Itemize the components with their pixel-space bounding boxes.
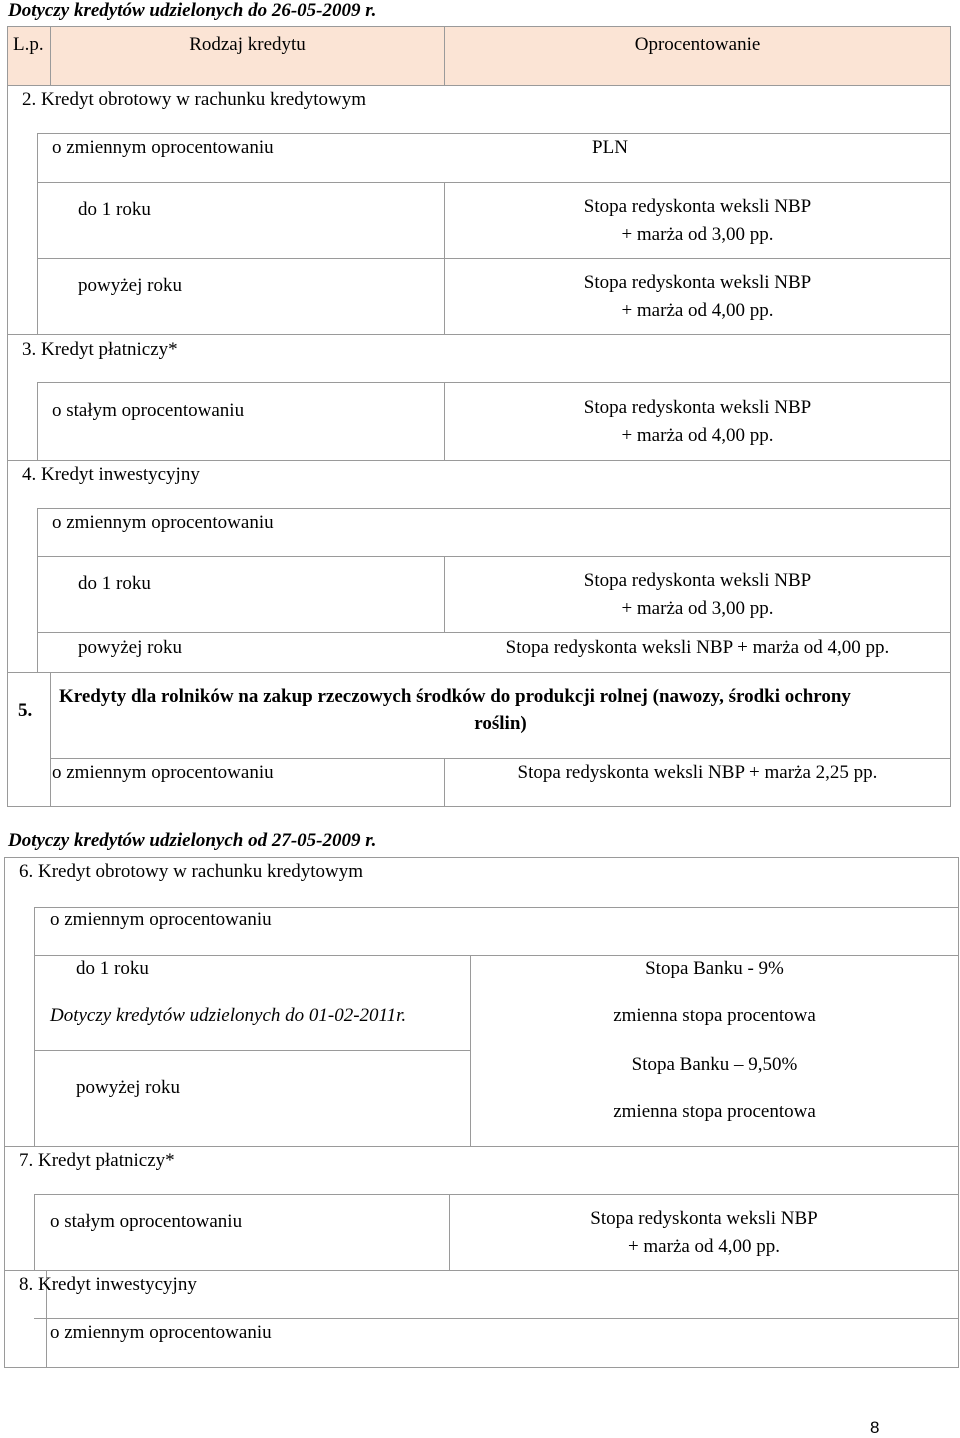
s2-row1-label: do 1 roku (78, 199, 151, 220)
s3-sub: o stałym oprocentowaniu (52, 400, 245, 421)
s7-rate: Stopa redyskonta weksli NBP + marża od 4,00 pp. (590, 1207, 818, 1257)
header-oprocentowanie: Oprocentowanie (634, 34, 761, 55)
s4-row1-label: do 1 roku (78, 573, 151, 594)
s6-row1-note: Dotyczy kredytów udzielonych do 01-02-2011r. (50, 1005, 407, 1026)
s6-row2-label: powyżej roku (76, 1077, 180, 1098)
s2-row2-rate: Stopa redyskonta weksli NBP + marża od 4,00 pp. (583, 271, 812, 321)
header-rodzaj-kredytu: Rodzaj kredytu (189, 34, 306, 55)
s6-title: 6. Kredyt obrotowy w rachunku kredytowym (19, 861, 364, 882)
s8-title: 8. Kredyt inwestycyjny (19, 1274, 197, 1295)
s5-title-line1: Kredyty dla rolników na zakup rzeczowych środków do produkcji rolnej (nawozy, środki ochrony (59, 686, 851, 707)
s3-title: 3. Kredyt płatniczy* (22, 339, 178, 360)
s3-rate: Stopa redyskonta weksli NBP + marża od 4,00 pp. (583, 396, 812, 446)
s2-row2-label: powyżej roku (78, 275, 182, 296)
section2-heading: Dotyczy kredytów udzielonych od 27-05-2009 r. (8, 830, 377, 851)
page-number: 8 (870, 1418, 880, 1437)
s4-row2-rate: Stopa redyskonta weksli NBP + marża od 4,00 pp. (505, 637, 890, 658)
s7-title: 7. Kredyt płatniczy* (19, 1150, 175, 1171)
header-lp: L.p. (13, 34, 44, 55)
section1-heading: Dotyczy kredytów udzielonych do 26-05-2009 r. (8, 0, 377, 21)
s6-row2-rate: Stopa Banku – 9,50% (631, 1054, 798, 1075)
s4-title: 4. Kredyt inwestycyjny (22, 464, 200, 485)
s4-row1-rate: Stopa redyskonta weksli NBP + marża od 3,00 pp. (583, 569, 812, 619)
s6-row2-rate-note: zmienna stopa procentowa (613, 1101, 816, 1122)
s2-sub: o zmiennym oprocentowaniu (52, 137, 274, 158)
s2-title: 2. Kredyt obrotowy w rachunku kredytowym (22, 89, 367, 110)
s6-row1-label: do 1 roku (76, 958, 149, 979)
s4-row2-label: powyżej roku (78, 637, 182, 658)
s5-num: 5. (18, 700, 33, 721)
s2-row1-rate: Stopa redyskonta weksli NBP + marża od 3,00 pp. (583, 195, 812, 245)
s7-sub: o stałym oprocentowaniu (50, 1211, 243, 1232)
s2-currency: PLN (592, 137, 628, 158)
s4-sub: o zmiennym oprocentowaniu (52, 512, 274, 533)
s8-sub: o zmiennym oprocentowaniu (50, 1322, 272, 1343)
s5-sub: o zmiennym oprocentowaniu (52, 762, 274, 783)
s5-title-line2: roślin) (474, 713, 527, 734)
s6-row1-rate-note: zmienna stopa procentowa (613, 1005, 816, 1026)
s6-sub: o zmiennym oprocentowaniu (50, 909, 272, 930)
s5-rate: Stopa redyskonta weksli NBP + marża 2,25 pp. (517, 762, 878, 783)
s6-row1-rate: Stopa Banku - 9% (645, 958, 784, 979)
